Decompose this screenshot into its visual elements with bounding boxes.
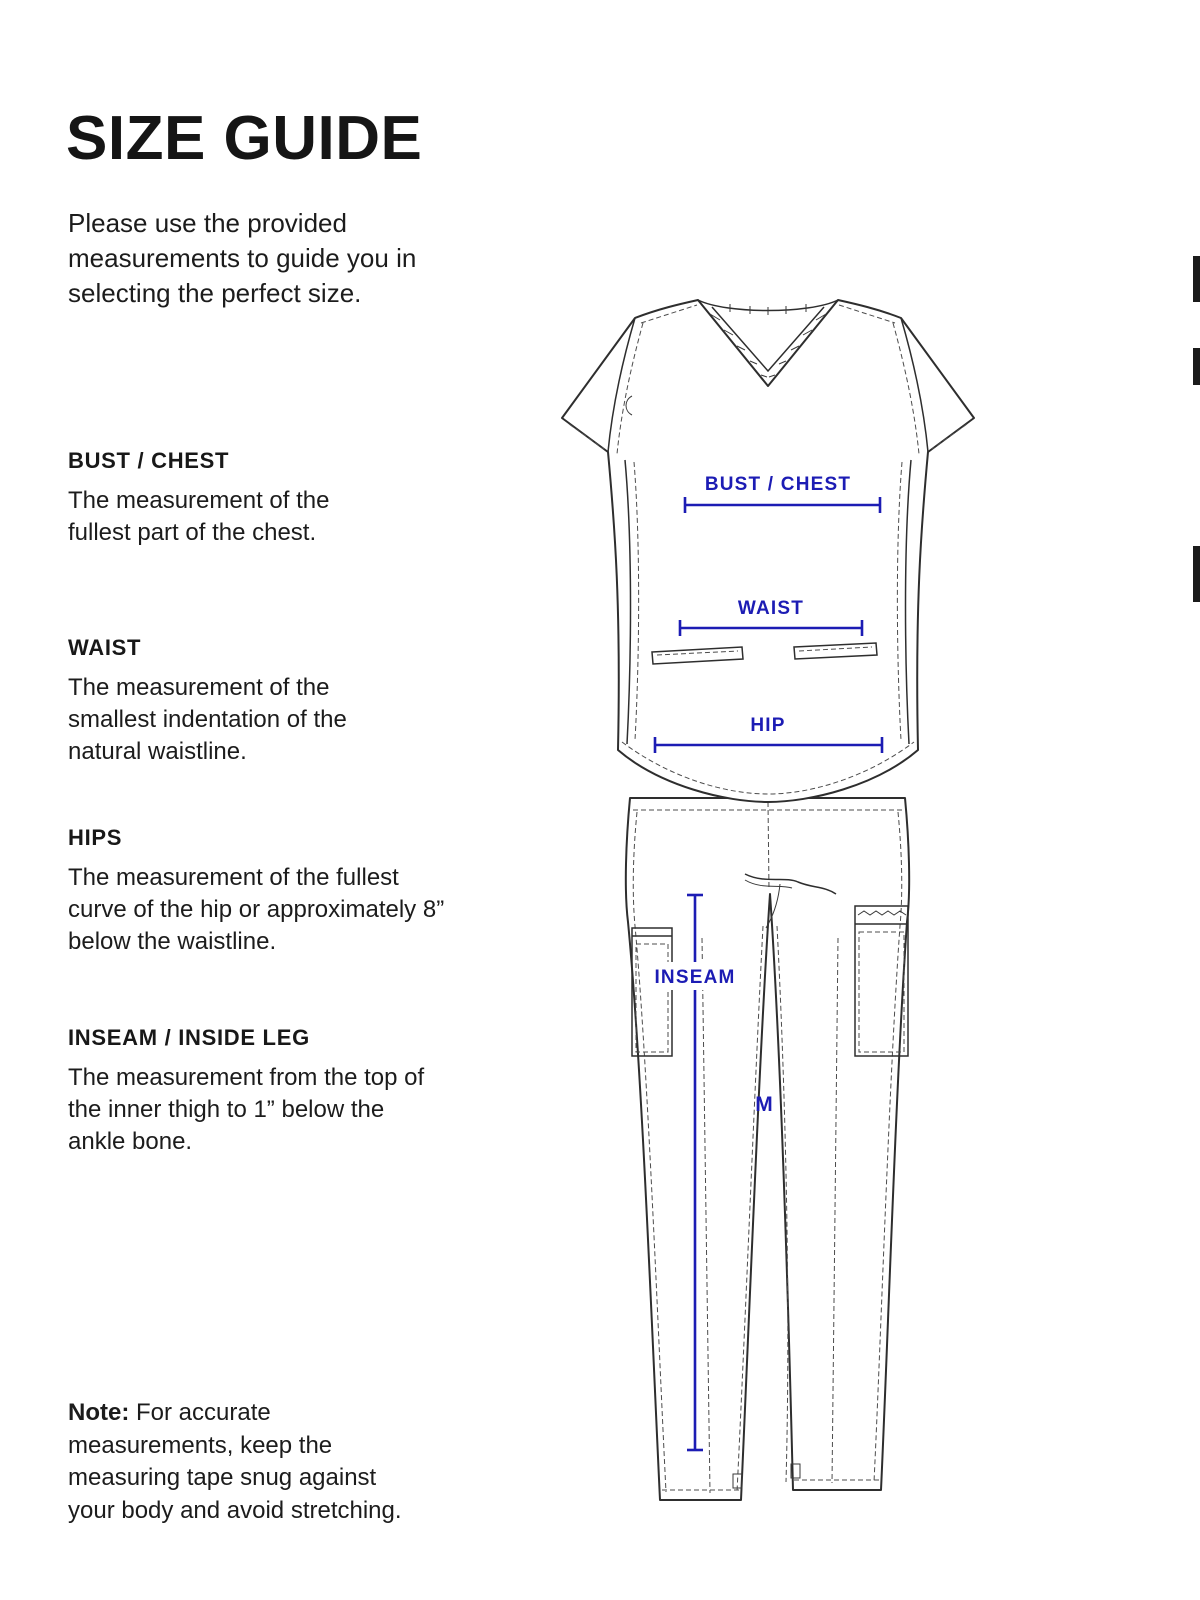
pants-outline <box>626 798 909 1500</box>
note-body: For accurate measurements, keep the measuring tape snug against your body and avoid stretching. <box>68 1399 402 1524</box>
section-inseam <box>68 1025 430 1158</box>
section-inseam-heading: INSEAM / INSIDE LEG <box>68 1025 310 1050</box>
section-waist <box>68 635 380 768</box>
clipped-edge-mark <box>1193 546 1200 602</box>
hip-measure-label: HIP <box>750 715 786 736</box>
section-hips <box>68 825 460 958</box>
section-waist-body: The measurement of the smallest indentation of the natural waistline. <box>68 674 347 765</box>
note-label: Note: <box>68 1399 130 1426</box>
scrub-pants-drawing <box>626 798 909 1500</box>
section-hips-body: The measurement of the fullest curve of the hip or approximately 8” below the waistline. <box>68 864 445 955</box>
waist-measure-label: WAIST <box>737 598 805 619</box>
section-bust-body: The measurement of the fullest part of the chest. <box>68 487 330 546</box>
section-bust-heading: BUST / CHEST <box>68 448 230 473</box>
intro-text: Please use the provided measurements to guide you in selecting the perfect size. <box>68 208 417 308</box>
clipped-edge-mark <box>1193 348 1200 385</box>
note-text <box>68 1397 418 1528</box>
bust-measure-label: BUST / CHEST <box>704 474 852 495</box>
page-title: SIZE GUIDE <box>66 103 423 173</box>
garment-illustration <box>540 278 996 1528</box>
section-bust-chest <box>68 448 368 549</box>
inseam-measure-label: INSEAM <box>654 967 736 988</box>
section-waist-heading: WAIST <box>68 635 142 660</box>
section-hips-heading: HIPS <box>68 825 123 850</box>
clipped-edge-mark <box>1193 256 1200 302</box>
size-marker-label: M <box>755 1093 773 1116</box>
section-inseam-body: The measurement from the top of the inner thigh to 1” below the ankle bone. <box>68 1064 425 1155</box>
